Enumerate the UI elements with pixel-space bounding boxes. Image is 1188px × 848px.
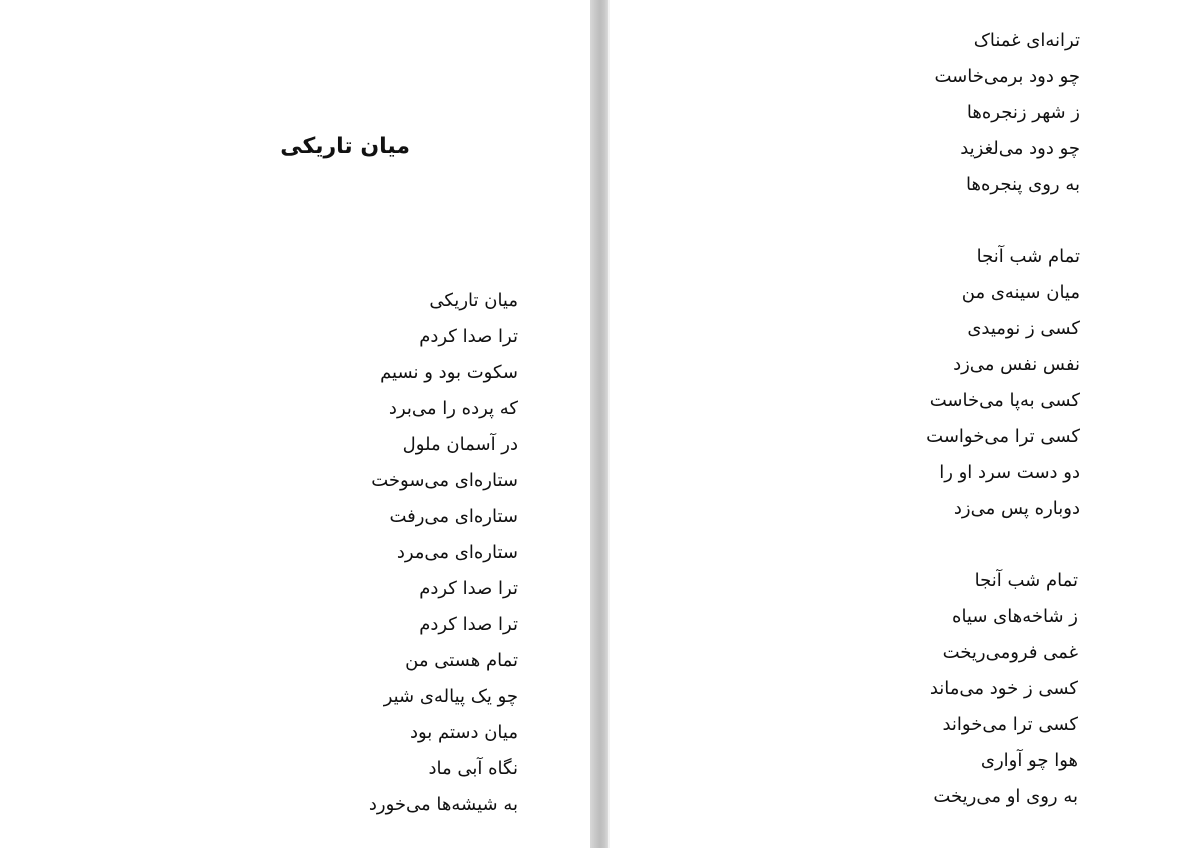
- poem-line: در آسمان ملول: [402, 434, 518, 455]
- poem-line: ترا صدا کردم: [419, 614, 518, 635]
- poem-line: ز شاخه‌های سیاه: [952, 606, 1078, 627]
- poem-line: هوا چو آواری: [980, 750, 1078, 771]
- poem-line: به روی پنجره‌ها: [966, 174, 1080, 195]
- poem-line: تمام شب آنجا: [976, 246, 1080, 267]
- poem-line: ترانه‌ای غمناک: [973, 30, 1080, 51]
- poem-line: دوباره پس می‌زد: [953, 498, 1080, 519]
- poem-line: کسی ترا می‌خواست: [926, 426, 1080, 447]
- poem-line: کسی ز خود می‌ماند: [929, 678, 1078, 699]
- poem-line: چو یک پیاله‌ی شیر: [383, 686, 518, 707]
- poem-line: تمام شب آنجا: [974, 570, 1078, 591]
- poem-line: ستاره‌ای می‌مرد: [396, 542, 518, 563]
- poem-title: میان تاریکی: [280, 134, 410, 159]
- poem-line: دو دست سرد او را: [939, 462, 1080, 483]
- right-poem-stanza-3: [930, 563, 1078, 815]
- poem-line: که پرده را می‌برد: [388, 398, 518, 419]
- poem-line: به روی او می‌ریخت: [933, 786, 1078, 807]
- book-gutter-divider: [590, 0, 610, 848]
- poem-line: تمام هستی من: [405, 650, 518, 671]
- poem-line: میان دستم بود: [409, 722, 518, 743]
- left-page: [0, 0, 590, 848]
- poem-line: چو دود می‌لغزید: [960, 138, 1080, 159]
- poem-line: چو دود برمی‌خاست: [934, 66, 1080, 87]
- poem-line: کسی ترا می‌خواند: [942, 714, 1078, 735]
- poem-line: ز شهر زنجره‌ها: [966, 102, 1080, 123]
- poem-line: ترا صدا کردم: [419, 578, 518, 599]
- right-poem-stanza-2: [926, 239, 1080, 527]
- poem-line: میان سینه‌ی من: [961, 282, 1080, 303]
- poem-line: نگاه آبی ماد: [428, 758, 518, 779]
- poem-line: غمی فرومی‌ریخت: [942, 642, 1078, 663]
- right-page: [610, 0, 1188, 848]
- poem-line: نفس نفس می‌زد: [953, 354, 1080, 375]
- poem-line: کسی ز نومیدی: [967, 318, 1080, 339]
- poem-line: میان تاریکی: [429, 290, 518, 311]
- poem-line: به شیشه‌ها می‌خورد: [368, 794, 518, 815]
- poem-line: ستاره‌ای می‌سوخت: [371, 470, 518, 491]
- poem-line: ستاره‌ای می‌رفت: [389, 506, 518, 527]
- poem-line: ترا صدا کردم: [419, 326, 518, 347]
- left-poem-stanza: [369, 283, 518, 823]
- poem-line: کسی به‌پا می‌خاست: [929, 390, 1080, 411]
- right-poem-stanza-1: [934, 23, 1080, 203]
- poem-line: سکوت بود و نسیم: [380, 362, 518, 383]
